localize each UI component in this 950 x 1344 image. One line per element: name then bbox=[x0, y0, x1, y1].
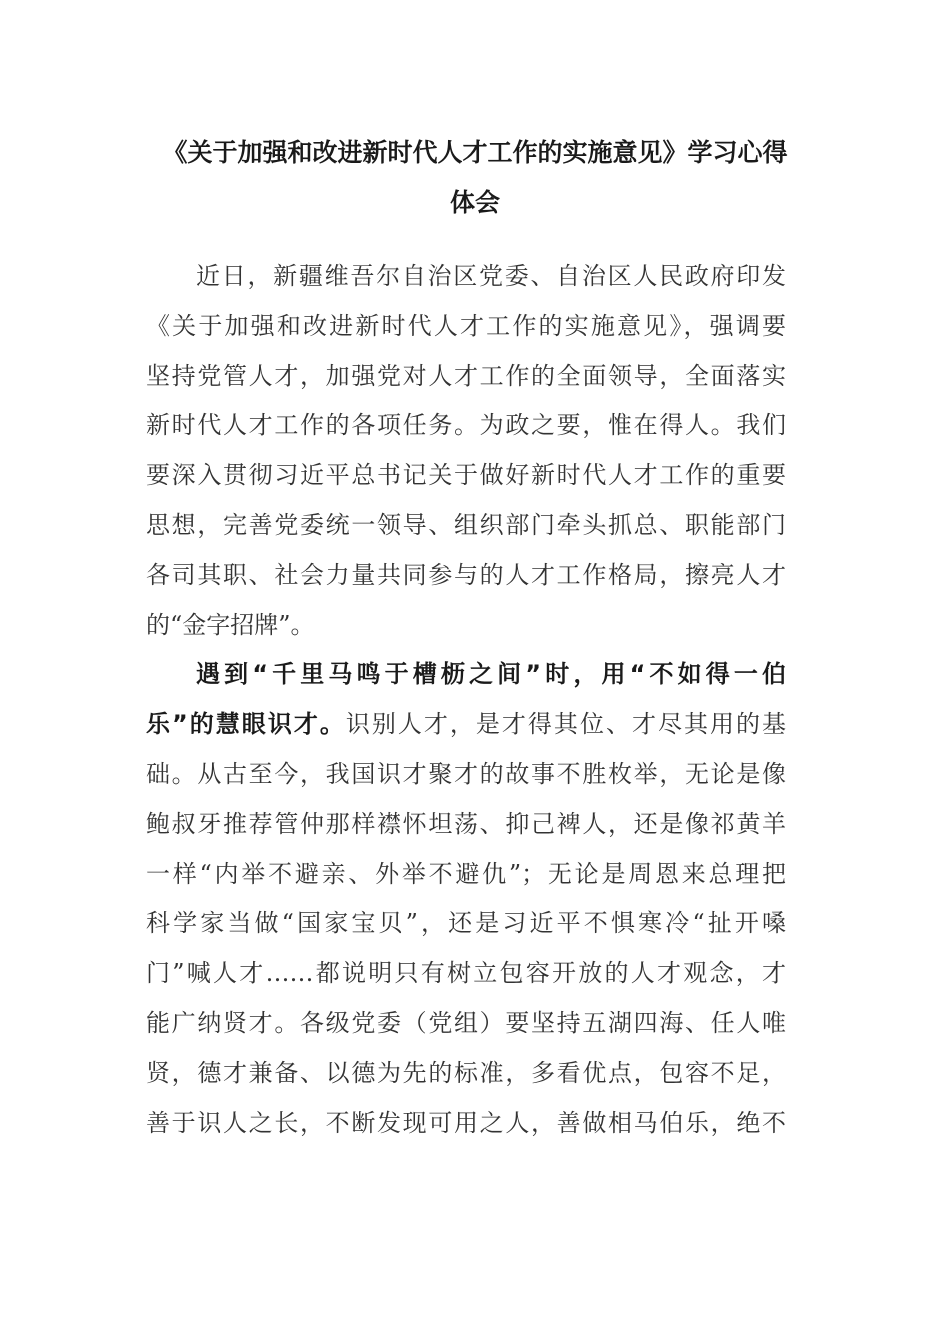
paragraph-line: 一样“内举不避亲、外举不避仇”；无论是周恩来总理把 bbox=[146, 859, 786, 888]
paragraph-line-rest: 识别人才，是才得其位、才尽其用的基 bbox=[345, 710, 787, 739]
title-line: 体会 bbox=[449, 188, 500, 217]
paragraph-line: 能广纳贤才。各级党委（党组）要坚持五湖四海、任人唯 bbox=[146, 1008, 786, 1037]
paragraph-line: 《关于加强和改进新时代人才工作的实施意见》，强调要 bbox=[146, 311, 786, 340]
paragraph-line: 贤，德才兼备、以德为先的标准，多看优点，包容不足， bbox=[146, 1058, 786, 1087]
paragraph-line: 科学家当做“国家宝贝”，还是习近平不惧寒冷“扯开嗓 bbox=[146, 909, 786, 938]
title-line: 《关于加强和改进新时代人才工作的实施意见》学习心得 bbox=[162, 138, 788, 167]
paragraph-line: 鲍叔牙推荐管仲那样襟怀坦荡、抑己裨人，还是像祁黄羊 bbox=[146, 809, 786, 838]
paragraph-line: 各司其职、社会力量共同参与的人才工作格局，擦亮人才 bbox=[146, 560, 786, 589]
paragraph-line: 的“金字招牌”。 bbox=[146, 610, 315, 639]
paragraph-line: 础。从古至今，我国识才聚才的故事不胜枚举，无论是像 bbox=[146, 759, 786, 788]
paragraph-line: 要深入贯彻习近平总书记关于做好新时代人才工作的重要 bbox=[146, 461, 786, 490]
paragraph-heading-end: 乐”的慧眼识才。 bbox=[146, 710, 346, 739]
paragraph-line: 门”喊人才……都说明只有树立包容开放的人才观念，才 bbox=[146, 959, 786, 988]
paragraph-line: 善于识人之长，不断发现可用之人，善做相马伯乐，绝不 bbox=[146, 1108, 786, 1137]
document-title bbox=[140, 128, 810, 228]
paragraph-2 bbox=[146, 650, 786, 1148]
paragraph-line: 坚持党管人才，加强党对人才工作的全面领导，全面落实 bbox=[146, 361, 786, 390]
paragraph-heading: 遇到“千里马鸣于槽枥之间”时，用“不如得一伯 bbox=[196, 660, 786, 689]
paragraph-line bbox=[146, 700, 786, 750]
paragraph-line: 近日，新疆维吾尔自治区党委、自治区人民政府印发 bbox=[196, 262, 786, 290]
document-body bbox=[146, 252, 786, 1148]
paragraph-1 bbox=[146, 252, 786, 650]
paragraph-line: 思想，完善党委统一领导、组织部门牵头抓总、职能部门 bbox=[146, 510, 786, 539]
paragraph-line: 新时代人才工作的各项任务。为政之要，惟在得人。我们 bbox=[146, 411, 786, 440]
